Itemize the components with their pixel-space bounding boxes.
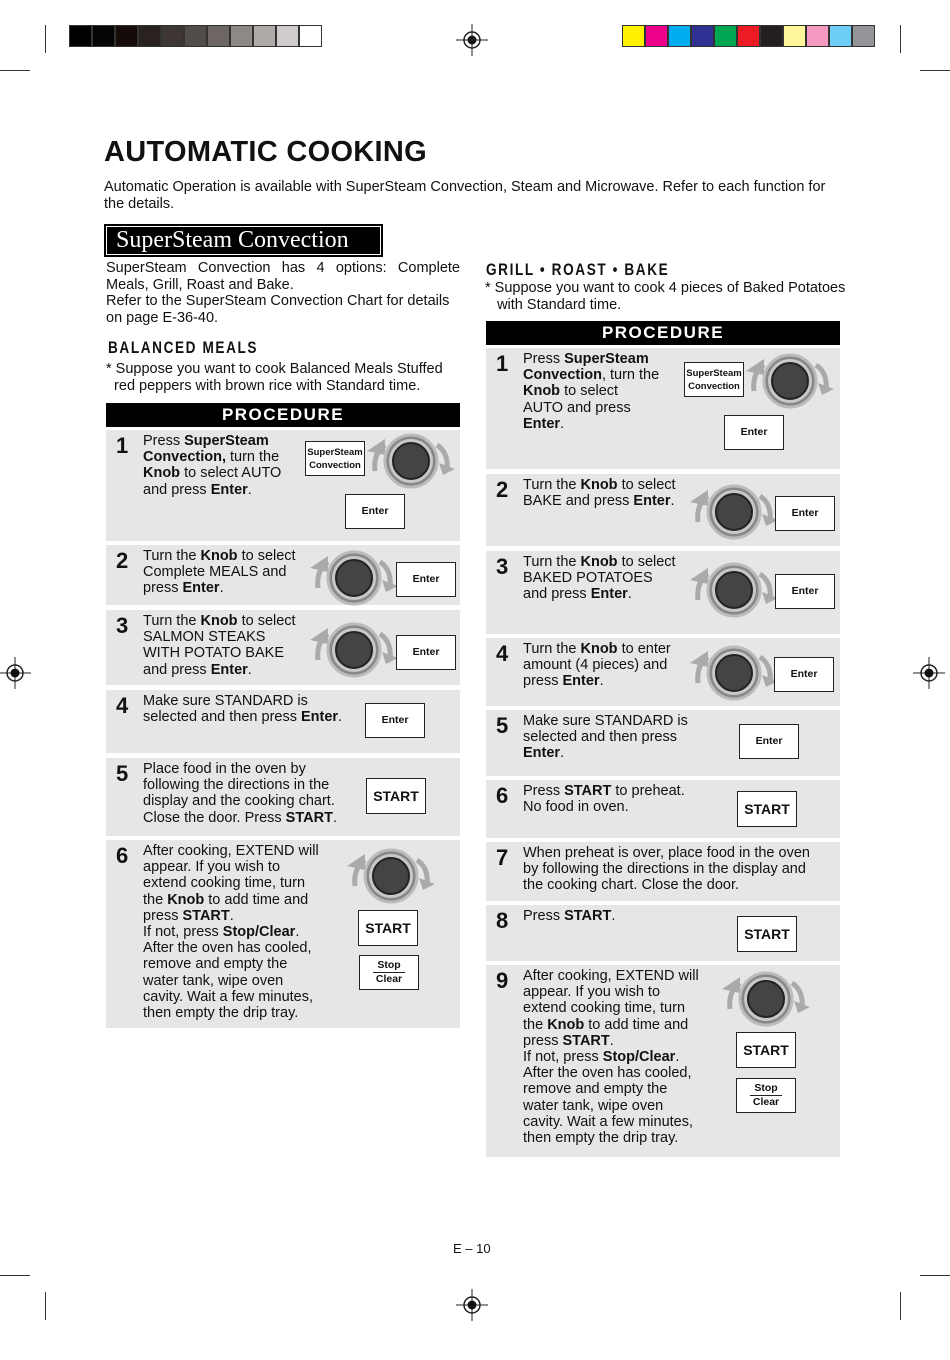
step-text-segment: Enter xyxy=(210,661,248,678)
step-text-segment: . After the oven has cooled, remove and empty the water tank, wipe oven cavity. Wait a few minutes, then empty the drip tray. xyxy=(523,1049,694,1147)
color-swatch xyxy=(829,25,852,47)
step-text-segment: Press xyxy=(523,908,565,924)
crop-mark xyxy=(45,25,46,53)
step-text-segment: to select BAKE and press xyxy=(523,477,676,510)
color-swatch xyxy=(852,25,875,47)
step-number: 2 xyxy=(496,477,509,502)
balanced-meals-example: * Suppose you want to cook Balanced Meals Stuffed red peppers with brown rice with Standard time. xyxy=(106,361,443,394)
step-number: 4 xyxy=(116,693,129,718)
step-text-segment: . xyxy=(599,673,604,690)
step-number: 5 xyxy=(496,713,509,738)
start-button-icon: START xyxy=(737,791,797,827)
color-swatch xyxy=(737,25,760,47)
knob-dial-icon xyxy=(718,969,814,1029)
step-text-segment: Enter xyxy=(182,580,220,597)
stop-label: Stop xyxy=(750,1082,781,1096)
gray-swatch xyxy=(276,25,299,47)
color-swatch xyxy=(622,25,645,47)
step-text-segment: SuperSteam Convection, xyxy=(143,433,269,466)
gray-swatch xyxy=(92,25,115,47)
color-swatch xyxy=(645,25,668,47)
step-text-segment: START xyxy=(562,1032,610,1049)
step-text xyxy=(523,713,688,762)
step-text-segment: . xyxy=(219,580,224,597)
step-text-segment: Knob xyxy=(167,891,205,908)
knob-dial-icon xyxy=(306,548,402,608)
supersteam-label: SuperSteam xyxy=(686,367,742,379)
intro-text: Automatic Operation is available with SuperSteam Convection, Steam and Microwave. Refer to each function for the details. xyxy=(104,179,826,212)
color-swatch xyxy=(691,25,714,47)
start-button-icon: START xyxy=(737,916,797,952)
color-swatch xyxy=(783,25,806,47)
step-text-segment: Turn the xyxy=(523,477,581,493)
gray-swatch xyxy=(184,25,207,47)
knob-dial-icon xyxy=(343,846,439,906)
step-text-segment: . xyxy=(560,415,565,432)
left-step-4 xyxy=(106,690,460,753)
enter-button-icon: Enter xyxy=(775,574,835,609)
start-button-icon: START xyxy=(736,1032,796,1068)
gray-swatch xyxy=(69,25,92,47)
crop-mark xyxy=(0,1275,30,1276)
color-swatch xyxy=(806,25,829,47)
page-title: AUTOMATIC COOKING xyxy=(104,136,428,168)
step-text-segment: Knob xyxy=(580,554,618,570)
step-text-segment: . If not, press xyxy=(523,1032,614,1066)
knob-dial-icon xyxy=(306,620,402,680)
supersteam-convection-button-icon xyxy=(305,441,365,476)
right-step-4 xyxy=(486,638,840,706)
page-number: E – 10 xyxy=(453,1241,491,1256)
step-text xyxy=(143,613,296,678)
step-number: 2 xyxy=(116,548,129,573)
crop-mark xyxy=(920,1275,950,1276)
step-text-segment: Knob xyxy=(580,477,618,493)
step-text-segment: SuperSteam Convection xyxy=(523,351,649,384)
step-text-segment: to select AUTO and press xyxy=(523,383,631,416)
step-text xyxy=(523,968,699,1146)
step-text-segment: Knob xyxy=(523,383,561,400)
step-number: 9 xyxy=(496,968,509,993)
step-text-segment: Knob xyxy=(200,613,238,629)
enter-button-icon: Enter xyxy=(724,415,784,450)
left-step-2 xyxy=(106,545,460,605)
step-text-segment: to select AUTO and press xyxy=(143,465,282,498)
supersteam-label: SuperSteam xyxy=(307,446,363,458)
registration-mark-icon xyxy=(913,657,945,689)
step-text-segment: Enter xyxy=(523,745,561,762)
step-text xyxy=(523,783,685,815)
step-text xyxy=(143,761,337,826)
left-step-3 xyxy=(106,610,460,685)
step-text-segment: START xyxy=(564,783,612,799)
registration-mark-icon xyxy=(0,657,31,689)
step-number: 8 xyxy=(496,908,509,933)
right-step-6 xyxy=(486,780,840,838)
gray-swatch xyxy=(299,25,322,47)
enter-button-icon: Enter xyxy=(365,703,425,738)
step-text-segment: . xyxy=(627,586,632,603)
step-text-segment: Stop/Clear xyxy=(222,924,296,941)
step-text-segment: Turn the xyxy=(143,548,201,564)
knob-dial-icon xyxy=(742,351,838,411)
left-step-1 xyxy=(106,430,460,541)
step-text xyxy=(523,641,671,690)
right-step-3 xyxy=(486,551,840,634)
enter-button-icon: Enter xyxy=(396,562,456,597)
enter-button-icon: Enter xyxy=(345,494,405,529)
step-text-segment: Knob xyxy=(547,1016,585,1033)
step-text-segment: to select Complete MEALS and press xyxy=(143,548,296,597)
stop-clear-button-icon xyxy=(736,1078,796,1113)
step-text xyxy=(523,477,676,509)
step-text-segment: . After the oven has cooled, remove and empty the water tank, wipe oven cavity. Wait a few minutes, then empty the drip tray. xyxy=(143,924,314,1022)
step-text xyxy=(143,548,296,597)
balanced-meals-heading: BALANCED MEALS xyxy=(108,338,259,357)
right-step-1 xyxy=(486,348,840,469)
enter-button-icon: Enter xyxy=(739,724,799,759)
step-number: 5 xyxy=(116,761,129,786)
step-text-segment: Enter xyxy=(562,673,600,690)
step-text-segment: to preheat. No food in oven. xyxy=(523,783,685,816)
crop-mark xyxy=(0,70,30,71)
step-text-segment: Knob xyxy=(143,465,181,482)
grill-roast-bake-heading: GRILL • ROAST • BAKE xyxy=(486,260,670,279)
step-text-segment: When preheat is over, place food in the oven by following the directions in the display and the cooking chart. Close the door. xyxy=(523,845,810,894)
step-text xyxy=(523,845,810,894)
step-text-segment: Enter xyxy=(301,709,339,726)
knob-dial-icon xyxy=(686,643,782,703)
step-number: 1 xyxy=(496,351,509,376)
step-text-segment: After cooking, EXTEND will appear. If you wish to extend cooking time, turn the xyxy=(523,968,699,1033)
procedure-header: PROCEDURE xyxy=(486,321,840,345)
step-number: 1 xyxy=(116,433,129,458)
gray-swatch xyxy=(253,25,276,47)
right-step-7 xyxy=(486,842,840,901)
stop-clear-button-icon xyxy=(359,955,419,990)
knob-dial-icon xyxy=(363,431,459,491)
step-text-segment: . xyxy=(247,661,252,678)
step-number: 3 xyxy=(116,613,129,638)
enter-button-icon: Enter xyxy=(396,635,456,670)
section-description: SuperSteam Convection has 4 options: Complete Meals, Grill, Roast and Bake. xyxy=(106,260,460,293)
step-text-segment: Knob xyxy=(580,641,618,657)
color-swatch xyxy=(760,25,783,47)
right-step-5 xyxy=(486,710,840,776)
step-text-segment: START xyxy=(564,908,612,924)
step-text-segment: . xyxy=(670,493,675,510)
step-number: 4 xyxy=(496,641,509,666)
start-button-icon: START xyxy=(358,910,418,946)
knob-dial-icon xyxy=(686,482,782,542)
step-text-segment: to enter amount (4 pieces) and press xyxy=(523,641,671,690)
left-step-5 xyxy=(106,758,460,836)
step-text-segment: to select SALMON STEAKS WITH POTATO BAKE and press xyxy=(143,613,296,678)
crop-mark xyxy=(900,25,901,53)
supersteam-convection-button-icon xyxy=(684,362,744,397)
step-text xyxy=(523,554,676,603)
step-text xyxy=(523,351,659,432)
step-text-segment: Enter xyxy=(633,493,671,510)
step-text-segment: Enter xyxy=(523,415,561,432)
step-text-segment: . If not, press xyxy=(143,907,234,941)
crop-mark xyxy=(900,1292,901,1320)
step-text-segment: turn the xyxy=(230,449,280,466)
step-text-segment: Turn the xyxy=(143,613,201,629)
section-reference: Refer to the SuperSteam Convection Chart for details on page E-36-40. xyxy=(106,293,450,326)
step-text-segment: . xyxy=(332,809,337,826)
step-number: 7 xyxy=(496,845,509,870)
gray-swatch xyxy=(161,25,184,47)
step-text-segment: START xyxy=(182,907,230,924)
right-step-2 xyxy=(486,474,840,546)
step-text-segment: Make sure STANDARD is selected and then press xyxy=(523,713,688,746)
stop-label: Stop xyxy=(373,959,404,973)
step-text-segment: to add time and press xyxy=(523,1016,689,1049)
step-text-segment: . xyxy=(560,745,565,762)
step-text-segment: Enter xyxy=(590,586,628,603)
step-text-segment: Turn the xyxy=(523,641,581,657)
step-text-segment: Place food in the oven by following the directions in the display and the cooking chart. Close the door. Press xyxy=(143,761,335,826)
crop-mark xyxy=(920,70,950,71)
procedure-header: PROCEDURE xyxy=(106,403,460,427)
clear-label: Clear xyxy=(375,973,403,985)
color-swatch xyxy=(668,25,691,47)
step-text xyxy=(523,908,615,924)
knob-dial-icon xyxy=(686,560,782,620)
registration-mark-icon xyxy=(456,1289,488,1321)
step-text-segment: , turn the xyxy=(601,367,660,384)
enter-button-icon: Enter xyxy=(775,496,835,531)
step-text-segment: Make sure STANDARD is selected and then press xyxy=(143,693,308,726)
step-text-segment: Enter xyxy=(210,481,248,498)
left-step-6 xyxy=(106,840,460,1028)
step-number: 3 xyxy=(496,554,509,579)
convection-label: Convection xyxy=(309,459,361,471)
step-text-segment: . xyxy=(338,709,343,726)
color-swatch xyxy=(714,25,737,47)
step-text-segment: to add time and press xyxy=(143,891,309,924)
step-number: 6 xyxy=(496,783,509,808)
right-step-9 xyxy=(486,965,840,1157)
step-text-segment: Press xyxy=(143,433,185,449)
enter-button-icon: Enter xyxy=(774,657,834,692)
step-text xyxy=(143,843,319,1021)
clear-label: Clear xyxy=(752,1096,780,1108)
crop-mark xyxy=(45,1292,46,1320)
step-text-segment: Turn the xyxy=(523,554,581,570)
right-step-8 xyxy=(486,905,840,961)
gray-swatch xyxy=(230,25,253,47)
step-text-segment: Press xyxy=(523,351,565,367)
step-text-segment: . xyxy=(611,908,616,924)
section-band: SuperSteam Convection xyxy=(104,224,383,257)
gray-swatch xyxy=(138,25,161,47)
grill-roast-bake-example: * Suppose you want to cook 4 pieces of Baked Potatoes with Standard time. xyxy=(485,280,846,313)
step-text xyxy=(143,693,342,725)
start-button-icon: START xyxy=(366,778,426,814)
step-text-segment: to select BAKED POTATOES and press xyxy=(523,554,676,603)
gray-swatch xyxy=(115,25,138,47)
step-text-segment: Stop/Clear xyxy=(602,1049,676,1066)
step-text-segment: Knob xyxy=(200,548,238,564)
step-text-segment: Press xyxy=(523,783,565,799)
step-text-segment: After cooking, EXTEND will appear. If you wish to extend cooking time, turn the xyxy=(143,843,319,908)
step-text-segment: . xyxy=(247,481,252,498)
step-number: 6 xyxy=(116,843,129,868)
registration-mark-icon xyxy=(456,24,488,56)
convection-label: Convection xyxy=(688,380,740,392)
step-text xyxy=(143,433,281,498)
gray-swatch xyxy=(207,25,230,47)
step-text-segment: START xyxy=(285,809,333,826)
